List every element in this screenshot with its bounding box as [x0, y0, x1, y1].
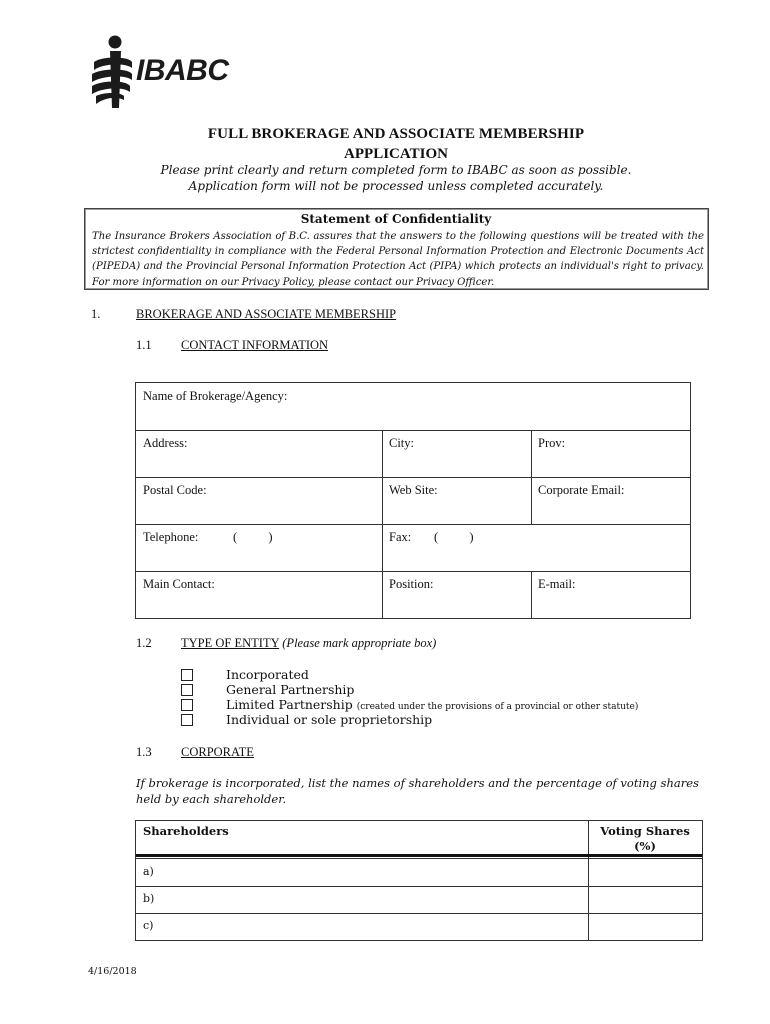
shareholders-header: Shareholders [143, 824, 229, 838]
logo-text: IBABC [136, 54, 229, 87]
footer-date: 4/16/2018 [88, 966, 137, 977]
subsection-heading [181, 636, 436, 651]
fax-area-code: ( ) [434, 530, 474, 544]
corporate-instructions-line2: held by each shareholder. [136, 792, 287, 806]
subsection-title: TYPE OF ENTITY [181, 636, 280, 650]
instructions-line2: Application form will not be processed unless completed accurately. [188, 179, 604, 193]
instructions-line1: Please print clearly and return completed form to IBABC as soon as possible. [160, 163, 632, 177]
shareholders-table [135, 820, 703, 941]
confidentiality-text: The Insurance Brokers Association of B.C. assures that the answers to the following questions will be treated with the strictest confidentiality in compliance with the Federal Personal Information Protection and Electronic Documents Act (PIPEDA) and the Provincial Personal Information Protection Act (PIPA) which protects an individual's right to privacy. For more information on our Privacy Policy, please contact our Privacy Officer. [92, 231, 704, 288]
subsection-title: CORPORATE [181, 745, 254, 759]
general-partnership-checkbox[interactable] [181, 684, 193, 696]
corporate-email-field[interactable]: Corporate Email: [538, 483, 625, 497]
entity-option [226, 697, 638, 712]
main-contact-field[interactable]: Main Contact: [143, 577, 215, 591]
website-field[interactable]: Web Site: [389, 483, 438, 497]
telephone-area-code: ( ) [233, 530, 273, 544]
voting-shares-header: Voting Shares [600, 824, 690, 838]
subsection-title: CONTACT INFORMATION [181, 338, 329, 352]
confidentiality-title: Statement of Confidentiality [300, 212, 492, 226]
shareholder-row-label[interactable]: b) [143, 892, 155, 905]
sole-proprietorship-checkbox[interactable] [181, 714, 193, 726]
postal-code-field[interactable]: Postal Code: [143, 483, 207, 497]
subsection-number: 1.2 [136, 636, 152, 650]
voting-shares-unit: (%) [634, 839, 656, 853]
person-ribbon-icon [88, 34, 136, 114]
telephone-field[interactable]: Telephone: [143, 530, 199, 544]
limited-partnership-checkbox[interactable] [181, 699, 193, 711]
entity-option-label: Incorporated [226, 667, 309, 682]
corporate-instructions-line1: If brokerage is incorporated, list the names of shareholders and the percentage of voting shares [136, 776, 699, 790]
email-field[interactable]: E-mail: [538, 577, 576, 591]
entity-option-label: Limited Partnership [226, 697, 353, 712]
form-title: FULL BROKERAGE AND ASSOCIATE MEMBERSHIP [207, 126, 585, 142]
subsection-note: (Please mark appropriate box) [282, 636, 437, 650]
entity-option-note: (created under the provisions of a provincial or other statute) [356, 702, 639, 712]
contact-info-table [135, 382, 691, 619]
province-field[interactable]: Prov: [538, 436, 566, 450]
city-field[interactable]: City: [389, 436, 415, 450]
subsection-number: 1.3 [136, 745, 152, 759]
address-field[interactable]: Address: [143, 436, 188, 450]
ibabc-logo [88, 34, 248, 114]
subsection-number: 1.1 [136, 338, 152, 352]
position-field[interactable]: Position: [389, 577, 434, 591]
brokerage-name-field[interactable]: Name of Brokerage/Agency: [143, 389, 288, 403]
section-number: 1. [91, 307, 101, 321]
incorporated-checkbox[interactable] [181, 669, 193, 681]
fax-field[interactable]: Fax: [389, 530, 412, 544]
entity-option-label: General Partnership [226, 682, 355, 697]
entity-option-label: Individual or sole proprietorship [226, 712, 433, 727]
shareholder-row-label[interactable]: a) [143, 865, 154, 878]
shareholder-row-label[interactable]: c) [143, 919, 154, 932]
form-title-line2: APPLICATION [344, 146, 448, 162]
section-title: BROKERAGE AND ASSOCIATE MEMBERSHIP [136, 307, 397, 321]
